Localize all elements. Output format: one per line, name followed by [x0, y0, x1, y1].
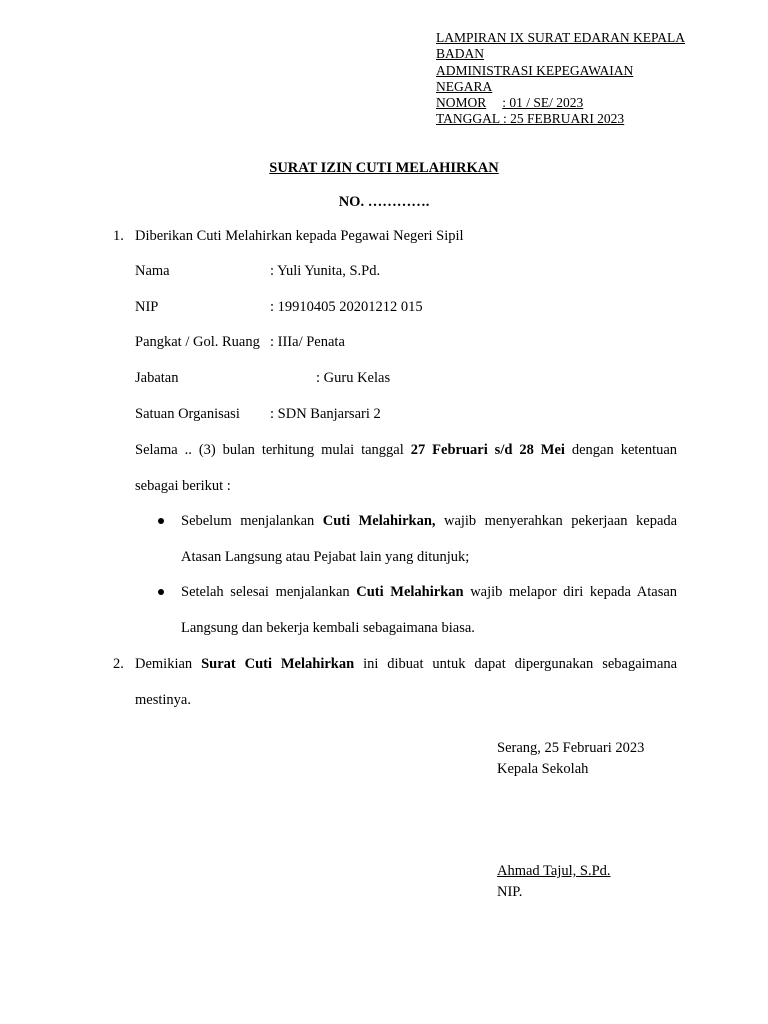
header-tanggal-label: TANGGAL: [436, 111, 500, 126]
document-title: SURAT IZIN CUTI MELAHIRKAN: [269, 160, 499, 176]
header-line-3: ADMINISTRASI KEPEGAWAIAN: [436, 63, 634, 78]
header-tanggal-value: : 25 FEBRUARI 2023: [503, 111, 625, 126]
signature-nip: NIP.: [497, 884, 523, 900]
field-label-nama: Nama: [135, 263, 170, 279]
signature-name: Ahmad Tajul, S.Pd.: [497, 863, 611, 879]
item-1-marker: 1.: [113, 228, 124, 244]
item-2-line-2: mestinya.: [135, 692, 191, 708]
bullet-2-line-1: Setelah selesai menjalankan Cuti Melahirkan wajib melapor diri kepada Atasan: [181, 584, 678, 600]
item-2-line-1: Demikian Surat Cuti Melahirkan ini dibuat untuk dapat dipergunakan sebagaimana: [135, 656, 678, 672]
bullet-icon: [158, 518, 164, 524]
bullet-1-line-2: Atasan Langsung atau Pejabat lain yang ditunjuk;: [181, 549, 470, 565]
signature-place-date: Serang, 25 Februari 2023: [497, 740, 645, 756]
header-nomor-label: NOMOR: [436, 95, 487, 110]
duration-end-date: s/d 28 Mei: [494, 442, 565, 458]
field-label-pangkat: Pangkat / Gol. Ruang: [135, 334, 260, 350]
bullet-icon: [158, 589, 164, 595]
header-nomor-value: : 01 / SE/ 2023: [502, 95, 584, 110]
bullet-2-line-2: Langsung dan bekerja kembali sebagaimana biasa.: [181, 620, 475, 636]
header-line-4: NEGARA: [436, 79, 493, 94]
field-value-satuan: : SDN Banjarsari 2: [270, 406, 381, 422]
duration-start-date: 27 Februari: [410, 442, 488, 458]
field-value-nama: : Yuli Yunita, S.Pd.: [270, 263, 381, 279]
field-value-nip: : 19910405 20201212 015: [270, 299, 423, 315]
item-2-marker: 2.: [113, 656, 124, 672]
document-number: NO. ………….: [338, 194, 430, 210]
field-label-nip: NIP: [135, 299, 159, 315]
item-1-text: Diberikan Cuti Melahirkan kepada Pegawai Negeri Sipil: [135, 228, 464, 244]
duration-line-2: sebagai berikut :: [135, 478, 231, 494]
signature-position: Kepala Sekolah: [497, 761, 589, 777]
field-value-pangkat: : IIIa/ Penata: [270, 334, 345, 350]
duration-line-1: Selama .. (3) bulan terhitung mulai tanggal 27 Februari s/d 28 Mei dengan ketentuan: [135, 442, 678, 458]
bullet-1-line-1: Sebelum menjalankan Cuti Melahirkan, wajib menyerahkan pekerjaan kepada: [181, 513, 678, 529]
header-nomor: [436, 95, 583, 112]
field-value-jabatan: : Guru Kelas: [316, 370, 391, 386]
header-line-1: LAMPIRAN IX SURAT EDARAN KEPALA: [436, 30, 686, 45]
header-tanggal: [436, 111, 624, 128]
field-label-jabatan: Jabatan: [135, 370, 179, 386]
header-line-2: BADAN: [436, 46, 485, 61]
field-label-satuan: Satuan Organisasi: [135, 406, 240, 422]
